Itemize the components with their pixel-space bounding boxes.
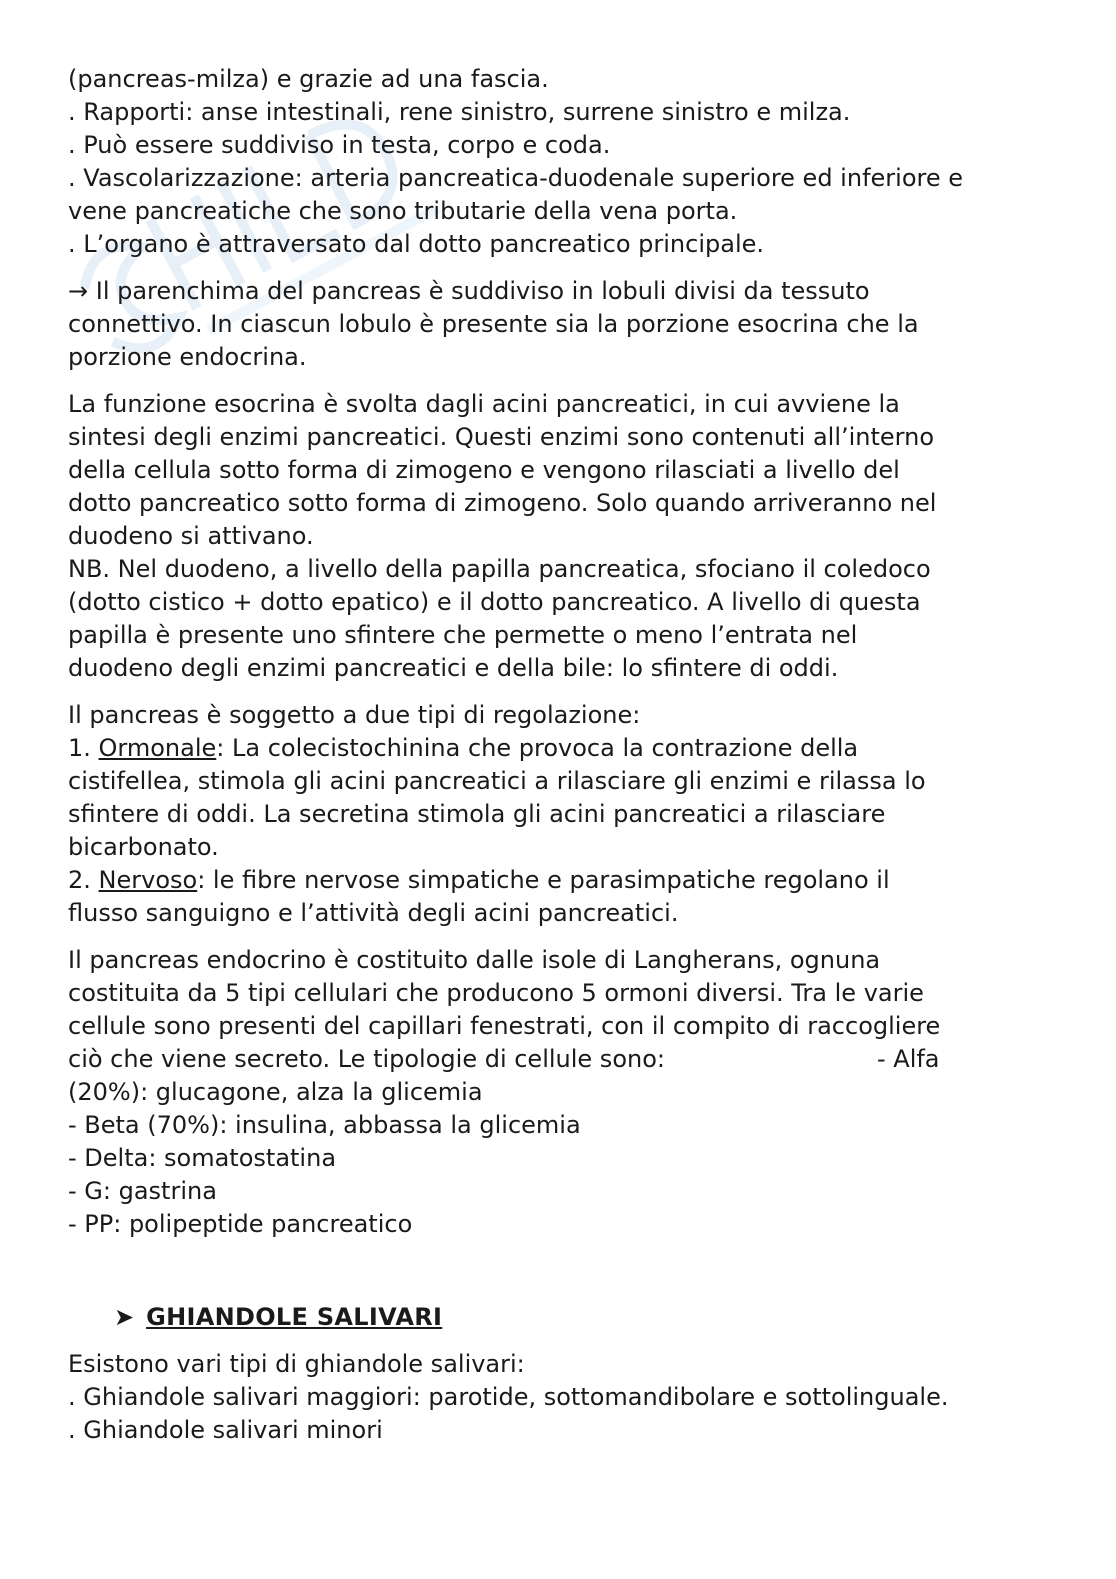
text-line: cellule sono presenti del capillari fenestrati, con il compito di raccogliere [68,1012,941,1040]
text-line: Il pancreas è soggetto a due tipi di regolazione: [68,701,641,729]
text-line: sfintere di oddi. La secretina stimola gli acini pancreatici a rilasciare [68,800,886,828]
text-line: (pancreas-milza) e grazie ad una fascia. [68,65,549,93]
text-line: (dotto cistico + dotto epatico) e il dotto pancreatico. A livello di questa [68,588,921,616]
text-line: papilla è presente uno sfintere che permette o meno l’entrata nel [68,621,858,649]
text-fragment: : La colecistochinina che provoca la contrazione della [216,734,859,762]
salivari-section [68,1348,1058,1447]
text-line: vene pancreatiche che sono tributarie della vena porta. [68,197,738,225]
text-line: . L’organo è attraversato dal dotto pancreatico principale. [68,230,764,258]
section-heading [68,1301,1058,1334]
text-line: dotto pancreatico sotto forma di zimogeno. Solo quando arriveranno nel [68,489,937,517]
text-fragment: - Alfa [876,1045,940,1073]
list-item-nervoso [68,864,1058,897]
text-fragment: : le fibre nervose simpatiche e parasimpatiche regolano il [197,866,890,894]
text-line: . Vascolarizzazione: arteria pancreatica-duodenale superiore ed inferiore e [68,164,963,192]
text-line [68,1043,1058,1076]
intro-section [68,63,1058,261]
list-number: 1. [68,734,99,762]
text-line [68,275,1058,308]
list-item-ormonale [68,732,1058,765]
term-ormonale: Ormonale [98,734,217,762]
text-line: NB. Nel duodeno, a livello della papilla pancreatica, sfociano il coledoco [68,555,931,583]
list-number: 2. [68,866,99,894]
text-line: porzione endocrina. [68,343,307,371]
text-line: bicarbonato. [68,833,219,861]
cell-type-item: (20%): glucagone, alza la glicemia [68,1078,483,1106]
text-line: sintesi degli enzimi pancreatici. Questi enzimi sono contenuti all’interno [68,423,935,451]
text-fragment: Il parenchima del pancreas è suddiviso in lobuli divisi da tessuto [88,277,870,305]
text-line: Esistono vari tipi di ghiandole salivari: [68,1350,525,1378]
cell-type-item: - Beta (70%): insulina, abbassa la glicemia [68,1111,581,1139]
text-line: . Può essere suddiviso in testa, corpo e coda. [68,131,611,159]
arrowhead-bullet-icon: ➤ [114,1303,135,1331]
document-page [68,63,1058,1461]
parenchima-section [68,275,1058,374]
cell-type-item: - G: gastrina [68,1177,217,1205]
text-line: della cellula sotto forma di zimogeno e vengono rilasciati a livello del [68,456,900,484]
section-title: GHIANDOLE SALIVARI [146,1303,443,1331]
text-line: costituita da 5 tipi cellulari che producono 5 ormoni diversi. Tra le varie [68,979,924,1007]
regolazione-section [68,699,1058,930]
text-line: . Rapporti: anse intestinali, rene sinistro, surrene sinistro e milza. [68,98,851,126]
cell-type-item: - Delta: somatostatina [68,1144,337,1172]
esocrina-section [68,388,1058,685]
term-nervoso: Nervoso [98,866,198,894]
text-line: duodeno degli enzimi pancreatici e della bile: lo sfintere di oddi. [68,654,839,682]
text-line: . Ghiandole salivari maggiori: parotide, sottomandibolare e sottolinguale. [68,1383,949,1411]
text-line: Il pancreas endocrino è costituito dalle isole di Langherans, ognuna [68,946,881,974]
arrow-right-icon: → [68,277,89,305]
text-line: . Ghiandole salivari minori [68,1416,383,1444]
text-line: connettivo. In ciascun lobulo è presente sia la porzione esocrina che la [68,310,919,338]
endocrino-section [68,944,1058,1241]
text-fragment: ciò che viene secreto. Le tipologie di cellule sono: [68,1045,665,1073]
cell-type-item: - PP: polipeptide pancreatico [68,1210,413,1238]
text-line: cistifellea, stimola gli acini pancreatici a rilasciare gli enzimi e rilassa lo [68,767,926,795]
text-line: flusso sanguigno e l’attività degli acini pancreatici. [68,899,679,927]
text-line: La funzione esocrina è svolta dagli acini pancreatici, in cui avviene la [68,390,900,418]
text-line: duodeno si attivano. [68,522,314,550]
